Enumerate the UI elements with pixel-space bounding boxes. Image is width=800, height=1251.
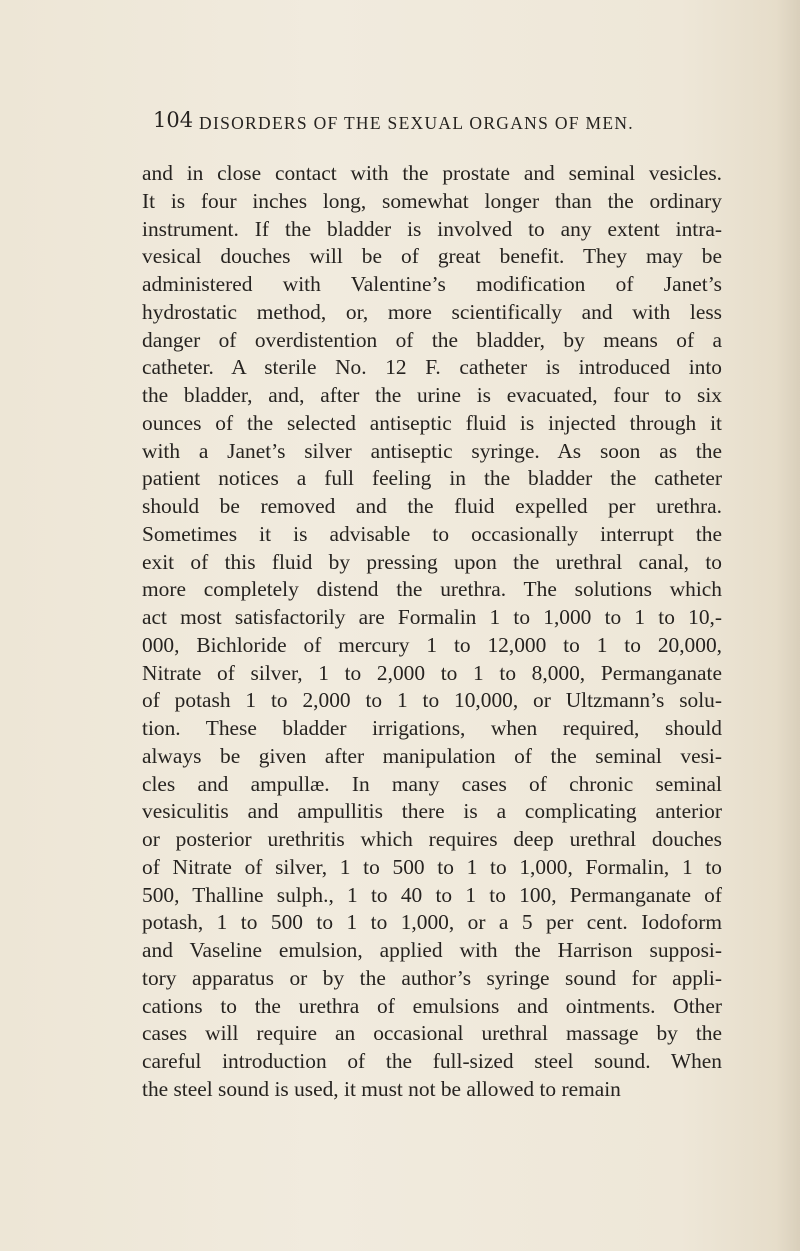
text-line: 000, Bichloride of mercury 1 to 12,000 to 1 to 20,000, — [142, 632, 722, 657]
text-line: the steel sound is used, it must not be allowed to remain — [142, 1076, 621, 1101]
text-line: exit of this fluid by pressing upon the urethral canal, to — [142, 549, 722, 574]
running-title: DISORDERS OF THE SEXUAL ORGANS OF MEN. — [199, 113, 634, 133]
text-line: tory apparatus or by the author’s syringe sound for appli- — [142, 965, 722, 990]
text-line: It is four inches long, somewhat longer than the ordinary — [142, 188, 722, 213]
text-line: vesiculitis and ampullitis there is a complicating anterior — [142, 799, 722, 824]
text-line: potash, 1 to 500 to 1 to 1,000, or a 5 per cent. Iodoform — [142, 910, 722, 935]
text-line: catheter. A sterile No. 12 F. catheter is introduced into — [142, 355, 722, 380]
text-line: tion. These bladder irrigations, when required, should — [142, 716, 722, 740]
text-line: cles and ampullæ. In many cases of chronic seminal — [142, 771, 722, 796]
text-line: and in close contact with the prostate and seminal vesicles. — [142, 161, 722, 185]
text-line: danger of overdistention of the bladder, by means of a — [142, 327, 722, 352]
text-line: patient notices a full feeling in the bladder the catheter — [142, 466, 722, 491]
text-line: act most satisfactorily are Formalin 1 to 1,000 to 1 to 10,- — [142, 605, 722, 629]
text-line: of potash 1 to 2,000 to 1 to 10,000, or Ultzmann’s solu- — [142, 688, 722, 713]
text-line: and Vaseline emulsion, applied with the Harrison supposi- — [142, 938, 722, 962]
text-line: cations to the urethra of emulsions and ointments. Other — [142, 993, 722, 1018]
text-line: should be removed and the fluid expelled per urethra. — [142, 494, 722, 518]
text-line: the bladder, and, after the urine is evacuated, four to six — [142, 383, 722, 407]
text-line: 500, Thalline sulph., 1 to 40 to 1 to 100, Permanganate of — [142, 882, 722, 907]
text-line: Sometimes it is advisable to occasionally interrupt the — [142, 521, 722, 546]
body-paragraph — [142, 160, 722, 1104]
text-line: of Nitrate of silver, 1 to 500 to 1 to 1,000, Formalin, 1 to — [142, 854, 722, 879]
text-line: vesical douches will be of great benefit. They may be — [142, 244, 722, 269]
text-line: or posterior urethritis which requires deep urethral douches — [142, 827, 722, 851]
text-line: more completely distend the urethra. The solutions which — [142, 577, 722, 602]
text-line: ounces of the selected antiseptic fluid is injected through it — [142, 410, 722, 435]
text-line: always be given after manipulation of the seminal vesi- — [142, 743, 722, 768]
running-head — [153, 105, 713, 139]
text-line: with a Janet’s silver antiseptic syringe. As soon as the — [142, 438, 722, 463]
text-line: Nitrate of silver, 1 to 2,000 to 1 to 8,000, Permanganate — [142, 660, 722, 685]
text-line: instrument. If the bladder is involved to any extent intra- — [142, 216, 722, 241]
text-line: careful introduction of the full-sized steel sound. When — [142, 1049, 722, 1073]
text-line: cases will require an occasional urethral massage by the — [142, 1021, 722, 1046]
page-number: 104 — [153, 108, 194, 132]
text-line: administered with Valentine’s modification of Janet’s — [142, 272, 722, 296]
text-line: hydrostatic method, or, more scientifically and with less — [142, 299, 722, 324]
